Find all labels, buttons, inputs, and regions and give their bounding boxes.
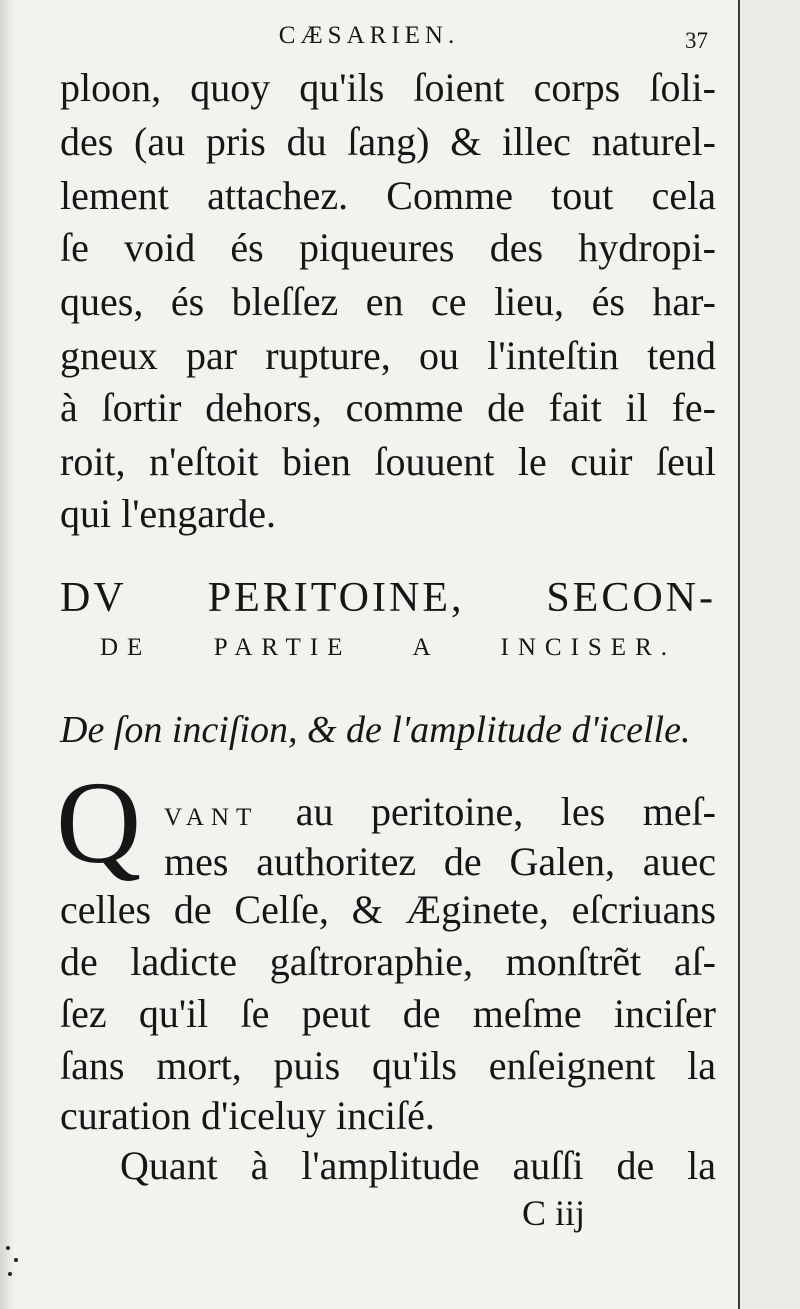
- text-line: celles de Celſe, & Æginete, eſcriuans: [60, 887, 716, 932]
- text-line: lement attachez. Comme tout cela: [60, 173, 716, 218]
- small-caps-word: VANT: [164, 804, 259, 831]
- text-line: roit, n'eſtoit bien ſouuent le cuir ſeul: [60, 439, 716, 484]
- section-heading-continued: DE PARTIE A INCISER.: [100, 634, 676, 661]
- text-line-rest: au peritoine, les meſ-: [295, 789, 716, 834]
- text-line: ques, és bleſſez en ce lieu, és har-: [60, 279, 716, 324]
- text-line: de ladicte gaſtroraphie, monſtrẽt aſ-: [60, 939, 716, 984]
- ink-speck: [14, 1258, 18, 1262]
- section-heading: DV PERITOINE, SECON-: [60, 575, 716, 621]
- page-number: 37: [685, 28, 708, 53]
- text-line: qui l'engarde.: [60, 491, 277, 536]
- text-line: gneux par rupture, ou l'inteſtin tend: [60, 333, 716, 378]
- page-edge-rule: [738, 0, 740, 1309]
- drop-cap: Q: [56, 757, 142, 888]
- text-line: Quant à l'amplitude auſſi de la: [120, 1143, 716, 1188]
- text-line: curation d'iceluy inciſé.: [60, 1093, 435, 1138]
- text-line: ſe void és piqueures des hydropi-: [60, 225, 716, 270]
- text-line: ſans mort, puis qu'ils enſeignent la: [60, 1043, 716, 1088]
- text-line: mes authoritez de Galen, auec: [164, 839, 716, 884]
- section-subheading: De ſon inciſion, & de l'amplitude d'icelle.: [60, 709, 691, 751]
- ink-speck: [6, 1246, 10, 1250]
- ink-speck: [8, 1272, 12, 1276]
- text-line: ſez qu'il ſe peut de meſme inciſer: [60, 991, 716, 1036]
- running-head: CÆSARIEN.: [278, 22, 460, 49]
- gutter-shadow: [0, 0, 14, 1309]
- text-line: des (au pris du ſang) & illec naturel-: [60, 119, 716, 164]
- text-line: à ſortir dehors, comme de fait il fe-: [60, 385, 716, 430]
- text-line: ploon, quoy qu'ils ſoient corps ſoli-: [60, 65, 716, 110]
- signature-mark: C iij: [522, 1193, 586, 1233]
- right-margin: [740, 0, 800, 1309]
